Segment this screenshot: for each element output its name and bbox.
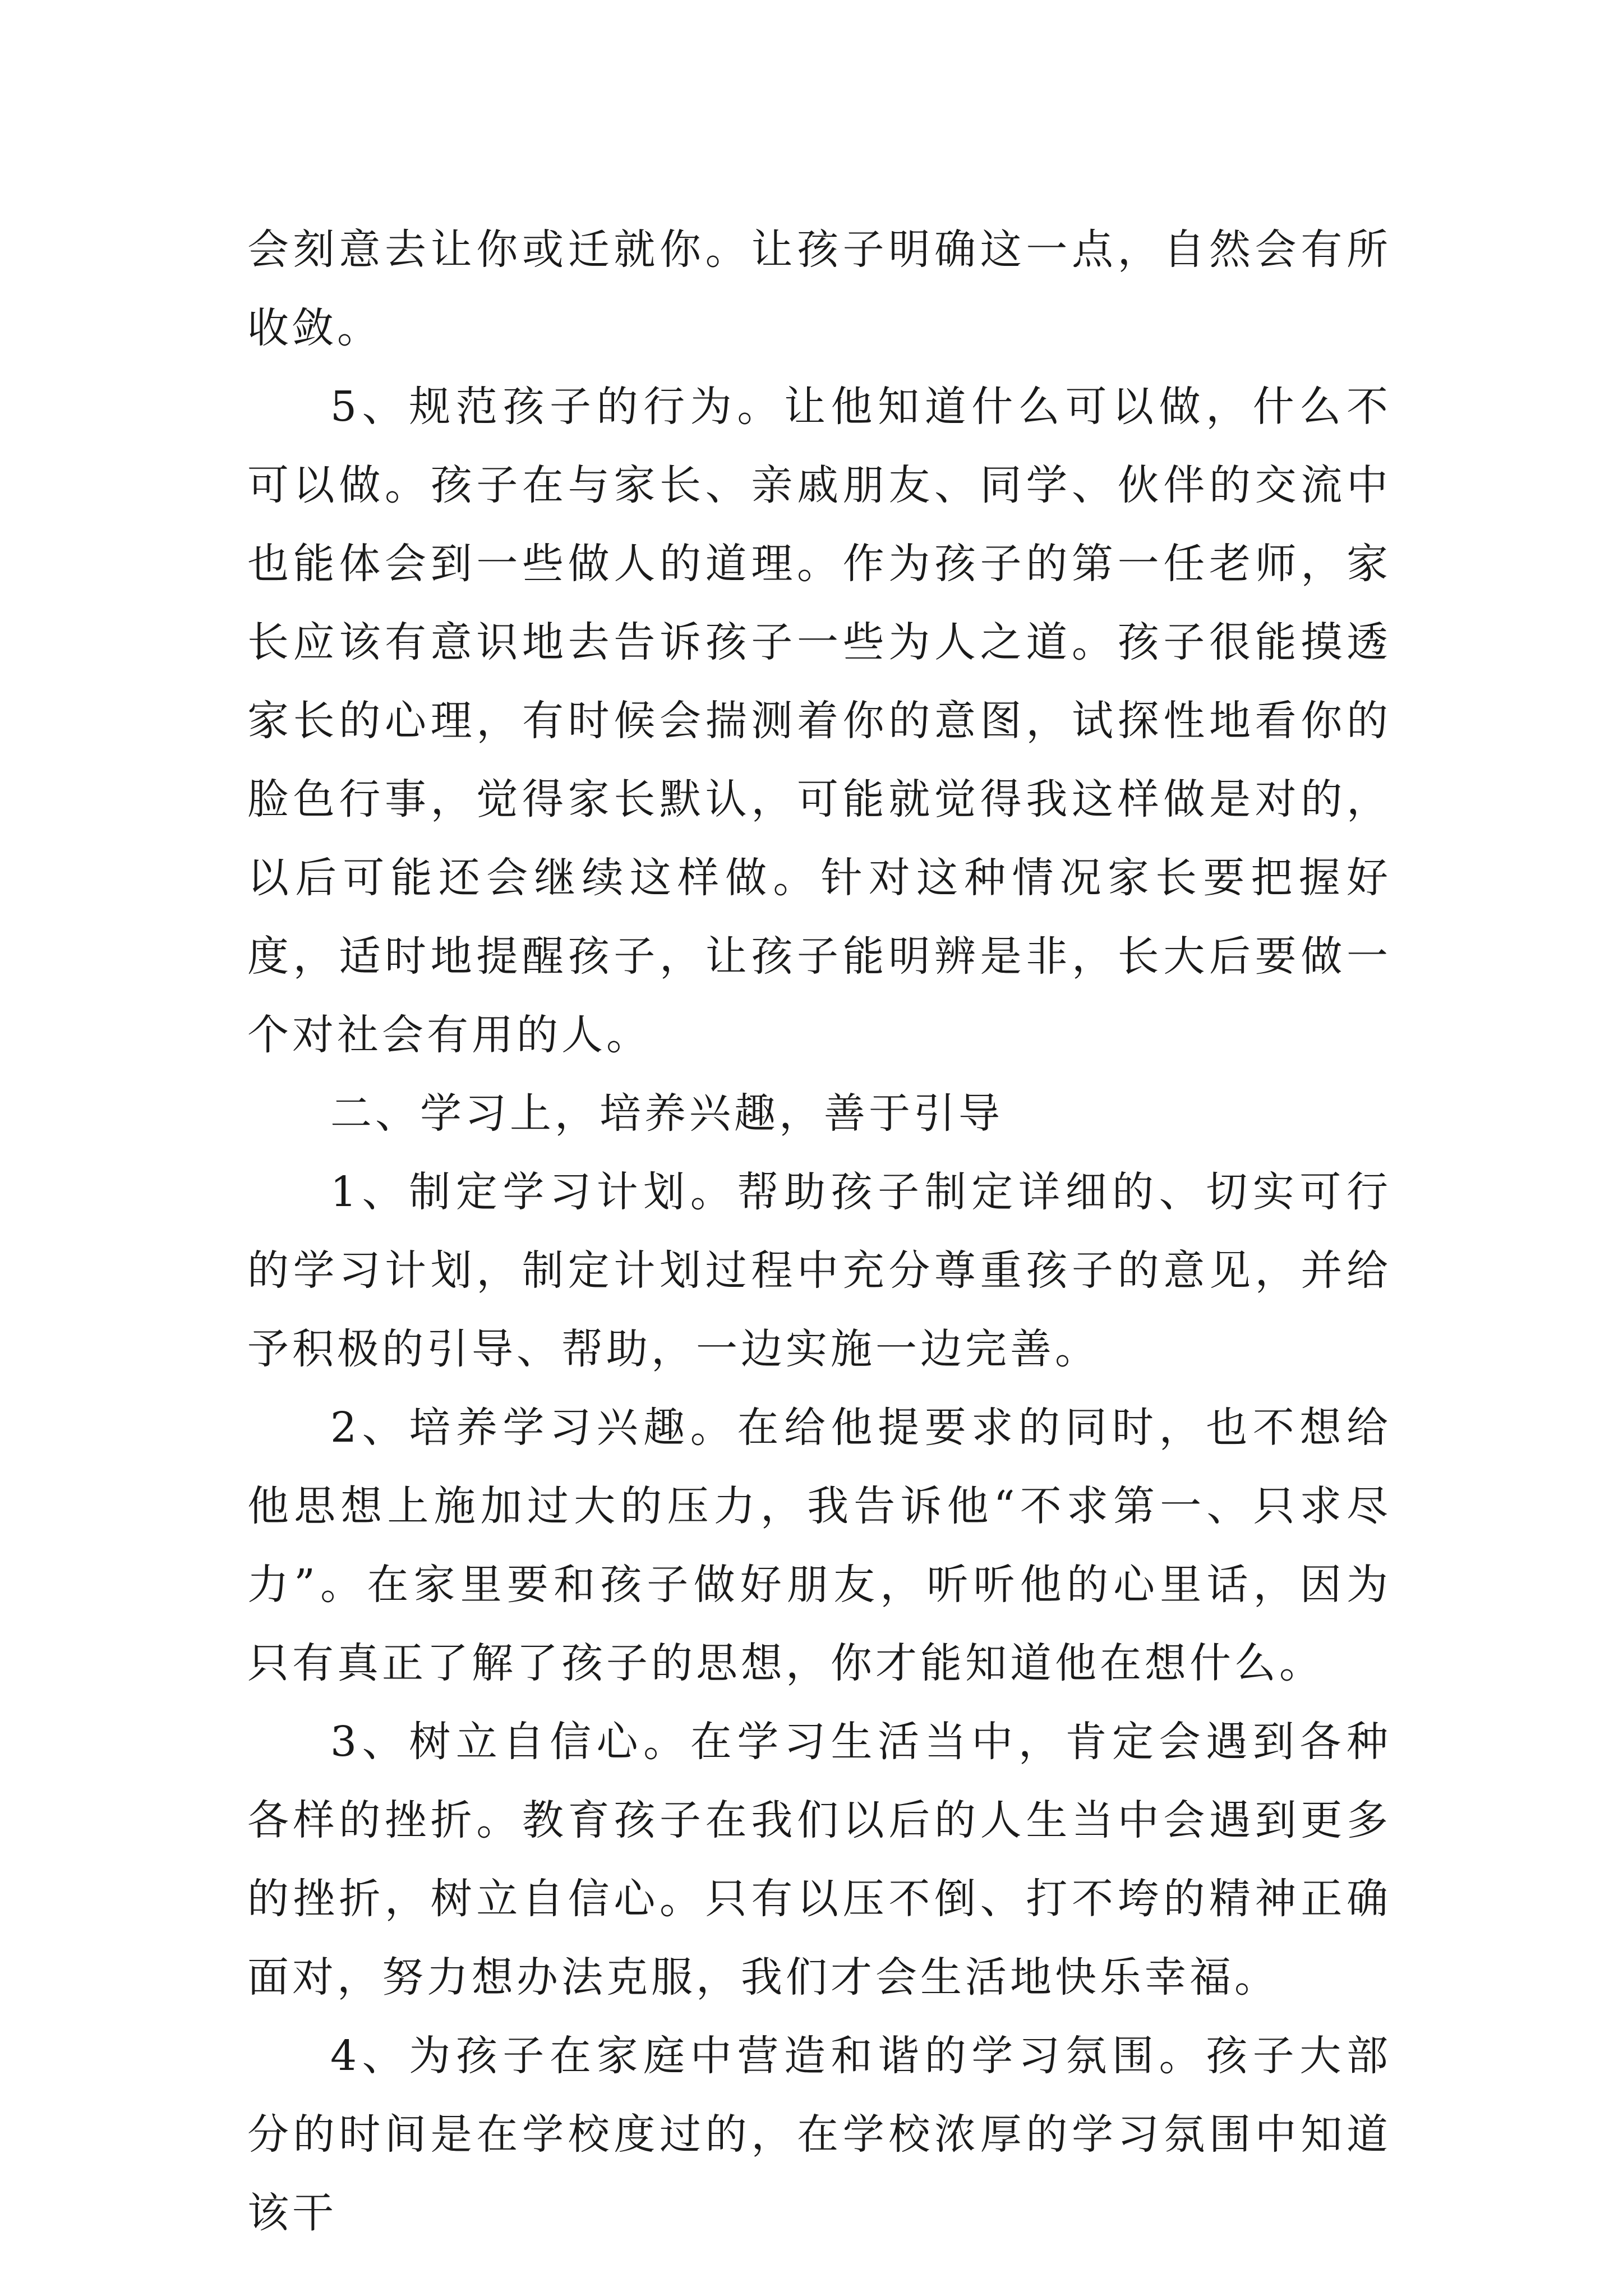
paragraph-item-1: 1、制定学习计划。帮助孩子制定详细的、切实可行的学习计划，制定计划过程中充分尊重孩子的意见，并给予积极的引导、帮助，一边实施一边完善。 — [247, 1168, 1391, 1373]
paragraph-item-5: 5、规范孩子的行为。让他知道什么可以做，什么不可以做。孩子在与家长、亲戚朋友、同学、伙伴的交流中也能体会到一些做人的道理。作为孩子的第一任老师，家长应该有意识地去告诉孩子一些为人之道。孩子很能摸透家长的心理，有时候会揣测着你的意图，试探性地看你的脸色行事，觉得家长默认，可能就觉得我这样做是对的，以后可能还会继续这样做。针对这种情况家长要把握好度，适时地提醒孩子，让孩子能明辨是非，长大后要做一个对社会有用的人。 — [247, 383, 1391, 1059]
paragraph-item-4: 4、为孩子在家庭中营造和谐的学习氛围。孩子大部分的时间是在学校度过的，在学校浓厚的学习氛围中知道该干 — [247, 2032, 1391, 2237]
paragraph-item-2: 2、培养学习兴趣。在给他提要求的同时，也不想给他思想上施加过大的压力，我告诉他“不求第一、只求尽力”。在家里要和孩子做好朋友，听听他的心里话，因为只有真正了解了孩子的思想，你才能知道他在想什么。 — [247, 1404, 1391, 1687]
paragraph-continuation: 会刻意去让你或迁就你。让孩子明确这一点，自然会有所收敛。 — [247, 226, 1391, 352]
section-heading-learning: 二、学习上，培养兴趣，善于引导 — [330, 1089, 1003, 1138]
paragraph-item-3: 3、树立自信心。在学习生活当中，肯定会遇到各种各样的挫折。教育孩子在我们以后的人生当中会遇到更多的挫折，树立自信心。只有以压不倒、打不垮的精神正确面对，努力想办法克服，我们才会生活地快乐幸福。 — [247, 1718, 1391, 2001]
body-text — [247, 210, 1391, 2252]
